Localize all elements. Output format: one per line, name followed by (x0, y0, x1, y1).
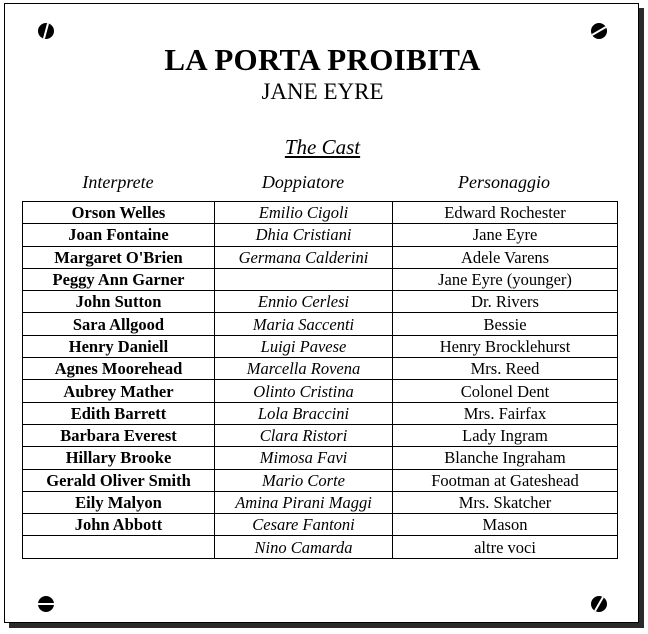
role-cell: Dr. Rivers (393, 291, 618, 313)
table-row (23, 224, 618, 246)
role-cell: Adele Varens (393, 246, 618, 268)
role-cell: Lady Ingram (393, 424, 618, 446)
actor-cell: John Sutton (23, 291, 215, 313)
dubber-cell: Luigi Pavese (215, 335, 393, 357)
screw-icon (591, 596, 607, 612)
actor-cell (23, 536, 215, 558)
screw-icon (38, 596, 54, 612)
dubber-cell: Mimosa Favi (215, 447, 393, 469)
role-cell: Blanche Ingraham (393, 447, 618, 469)
role-cell: Bessie (393, 313, 618, 335)
dubber-cell: Maria Saccenti (215, 313, 393, 335)
role-cell: Jane Eyre (younger) (393, 268, 618, 290)
dubber-cell: Dhia Cristiani (215, 224, 393, 246)
dubber-cell: Cesare Fantoni (215, 514, 393, 536)
dubber-cell: Clara Ristori (215, 424, 393, 446)
role-cell: Edward Rochester (393, 202, 618, 224)
role-cell: Mrs. Reed (393, 358, 618, 380)
role-cell: Mason (393, 514, 618, 536)
table-row (23, 313, 618, 335)
actor-cell: Peggy Ann Garner (23, 268, 215, 290)
role-cell: Colonel Dent (393, 380, 618, 402)
screw-icon (591, 23, 607, 39)
table-row (23, 358, 618, 380)
dubber-cell: Lola Braccini (215, 402, 393, 424)
dubber-cell: Emilio Cigoli (215, 202, 393, 224)
page-title: LA PORTA PROIBITA (164, 42, 481, 77)
dubber-cell: Marcella Rovena (215, 358, 393, 380)
cast-plaque (4, 3, 639, 623)
dubber-cell: Germana Calderini (215, 246, 393, 268)
role-cell: Mrs. Fairfax (393, 402, 618, 424)
table-row (23, 402, 618, 424)
actor-cell: Barbara Everest (23, 424, 215, 446)
table-row (23, 536, 618, 558)
actor-cell: Edith Barrett (23, 402, 215, 424)
role-cell: altre voci (393, 536, 618, 558)
cast-table (22, 201, 618, 559)
role-cell: Footman at Gateshead (393, 469, 618, 491)
actor-cell: Gerald Oliver Smith (23, 469, 215, 491)
actor-cell: Henry Daniell (23, 335, 215, 357)
table-row (23, 491, 618, 513)
table-row (23, 268, 618, 290)
table-row (23, 202, 618, 224)
table-row (23, 246, 618, 268)
role-cell: Jane Eyre (393, 224, 618, 246)
dubber-cell (215, 268, 393, 290)
table-row (23, 447, 618, 469)
dubber-cell: Amina Pirani Maggi (215, 491, 393, 513)
dubber-cell: Mario Corte (215, 469, 393, 491)
actor-cell: Eily Malyon (23, 491, 215, 513)
column-header-dubber: Doppiatore (261, 172, 345, 192)
dubber-cell: Nino Camarda (215, 536, 393, 558)
column-header-actor: Interprete (82, 172, 154, 192)
role-cell: Henry Brocklehurst (393, 335, 618, 357)
actor-cell: Sara Allgood (23, 313, 215, 335)
column-header-role: Personaggio (458, 172, 550, 192)
actor-cell: John Abbott (23, 514, 215, 536)
actor-cell: Joan Fontaine (23, 224, 215, 246)
actor-cell: Aubrey Mather (23, 380, 215, 402)
actor-cell: Margaret O'Brien (23, 246, 215, 268)
actor-cell: Hillary Brooke (23, 447, 215, 469)
dubber-cell: Olinto Cristina (215, 380, 393, 402)
cast-heading: The Cast (284, 135, 361, 159)
page-subtitle: JANE EYRE (261, 79, 384, 104)
table-row (23, 335, 618, 357)
dubber-cell: Ennio Cerlesi (215, 291, 393, 313)
table-row (23, 514, 618, 536)
screw-icon (38, 23, 54, 39)
table-row (23, 380, 618, 402)
role-cell: Mrs. Skatcher (393, 491, 618, 513)
table-row (23, 424, 618, 446)
actor-cell: Agnes Moorehead (23, 358, 215, 380)
table-row (23, 469, 618, 491)
actor-cell: Orson Welles (23, 202, 215, 224)
table-row (23, 291, 618, 313)
